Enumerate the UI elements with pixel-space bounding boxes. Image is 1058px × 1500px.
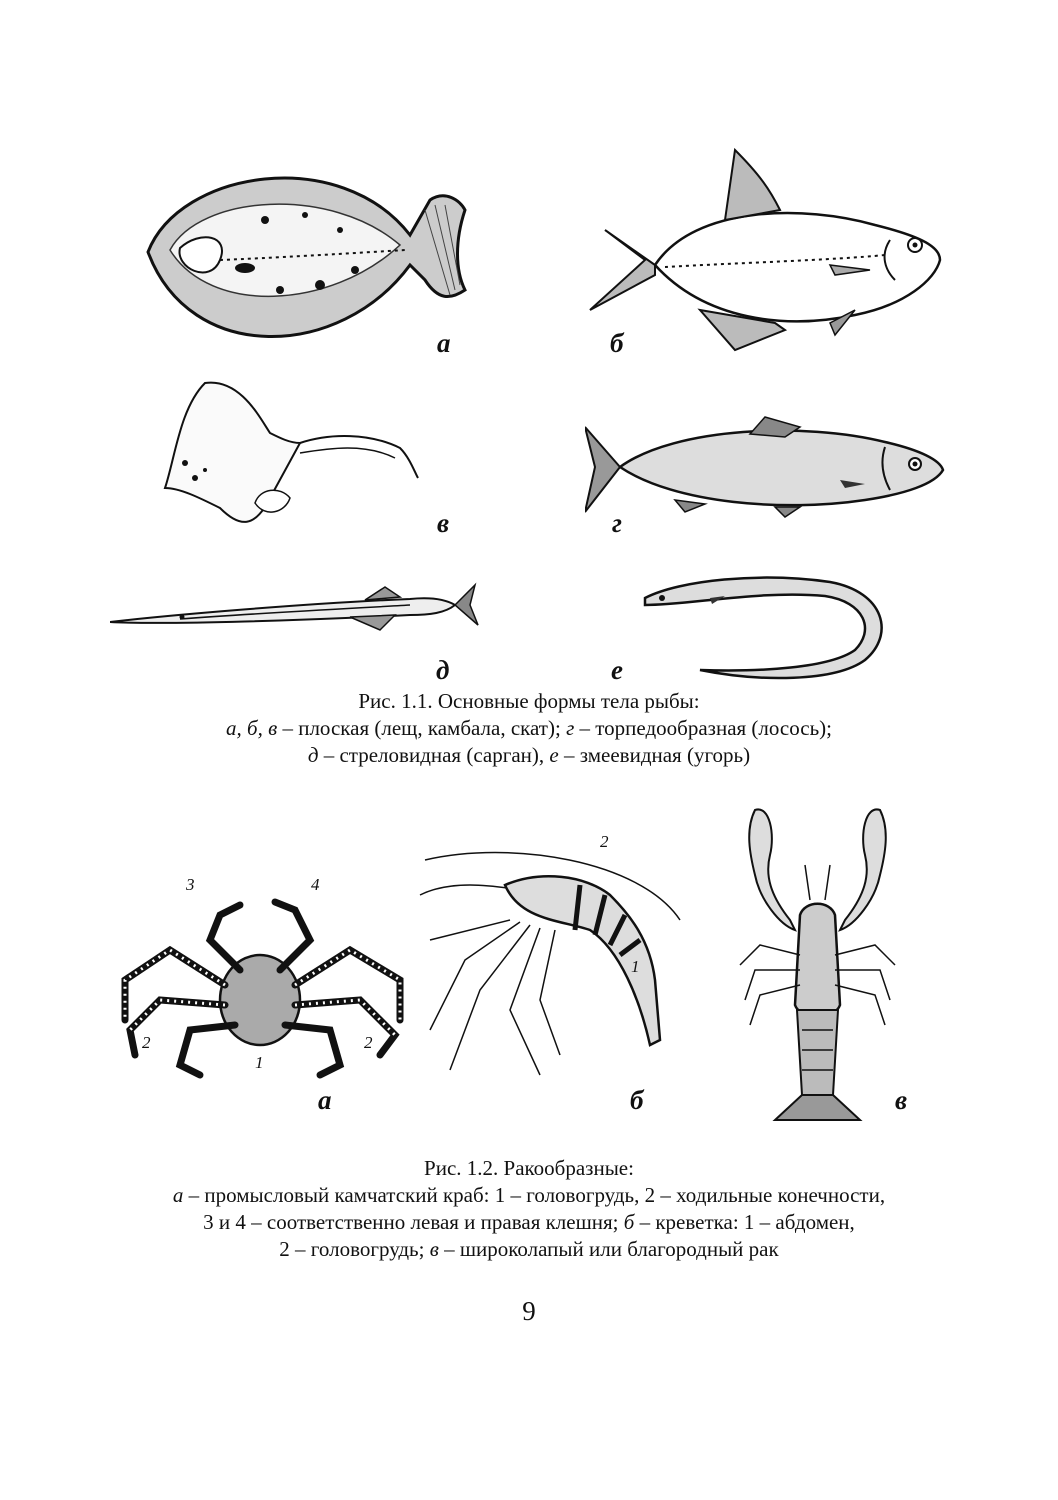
skate-illustration (160, 378, 430, 538)
figure2-caption-title: Рис. 1.2. Ракообразные: (424, 1156, 634, 1180)
figure2-caption-line2: а – промысловый камчатский краб: 1 – головогрудь, 2 – ходильные конечности, (172, 1183, 886, 1207)
figure1-caption (0, 688, 1058, 769)
figure2-caption (0, 1155, 1058, 1263)
fig2-letter-b: б (630, 1085, 644, 1115)
figure1-caption-line3: д – стреловидная (сарган), е – змеевидная (угорь) (307, 743, 751, 767)
crab-label-2-left: 2 (142, 1033, 151, 1052)
shrimp-label-2: 2 (600, 832, 609, 851)
figure1-caption-line2: а, б, в – плоская (лещ, камбала, скат); г – торпедообразная (лосось); (226, 716, 832, 740)
fig1-letter-d: д (436, 655, 450, 685)
crayfish-illustration (735, 805, 900, 1130)
page-number: 9 (522, 1296, 536, 1326)
eel-illustration (640, 560, 895, 685)
fig1-letter-a: а (437, 328, 451, 358)
figure1-caption-title: Рис. 1.1. Основные формы тела рыбы: (358, 689, 700, 713)
crab-label-3: 3 (186, 875, 195, 894)
fig1-letter-v: в (437, 508, 450, 538)
fig2-letter-a: а (318, 1085, 332, 1115)
salmon-illustration (585, 412, 950, 522)
crab-label-4: 4 (311, 875, 320, 894)
garfish-illustration (110, 575, 480, 635)
bream-illustration (585, 145, 950, 360)
flounder-illustration (120, 150, 480, 360)
crab-label-1: 1 (255, 1053, 264, 1072)
shrimp-label-1: 1 (631, 957, 640, 976)
figure2-caption-line4: 2 – головогрудь; в – широколапый или благородный рак (279, 1237, 779, 1261)
fig1-letter-b: б (610, 328, 624, 358)
fig2-letter-v: в (895, 1085, 908, 1115)
crab-label-2-right: 2 (364, 1033, 373, 1052)
shrimp-illustration (410, 840, 690, 1095)
fig1-letter-e: е (611, 655, 623, 685)
fig1-letter-g: г (612, 508, 622, 538)
figure2-caption-line3: 3 и 4 – соответственно левая и правая клешня; б – креветка: 1 – абдомен, (203, 1210, 855, 1234)
